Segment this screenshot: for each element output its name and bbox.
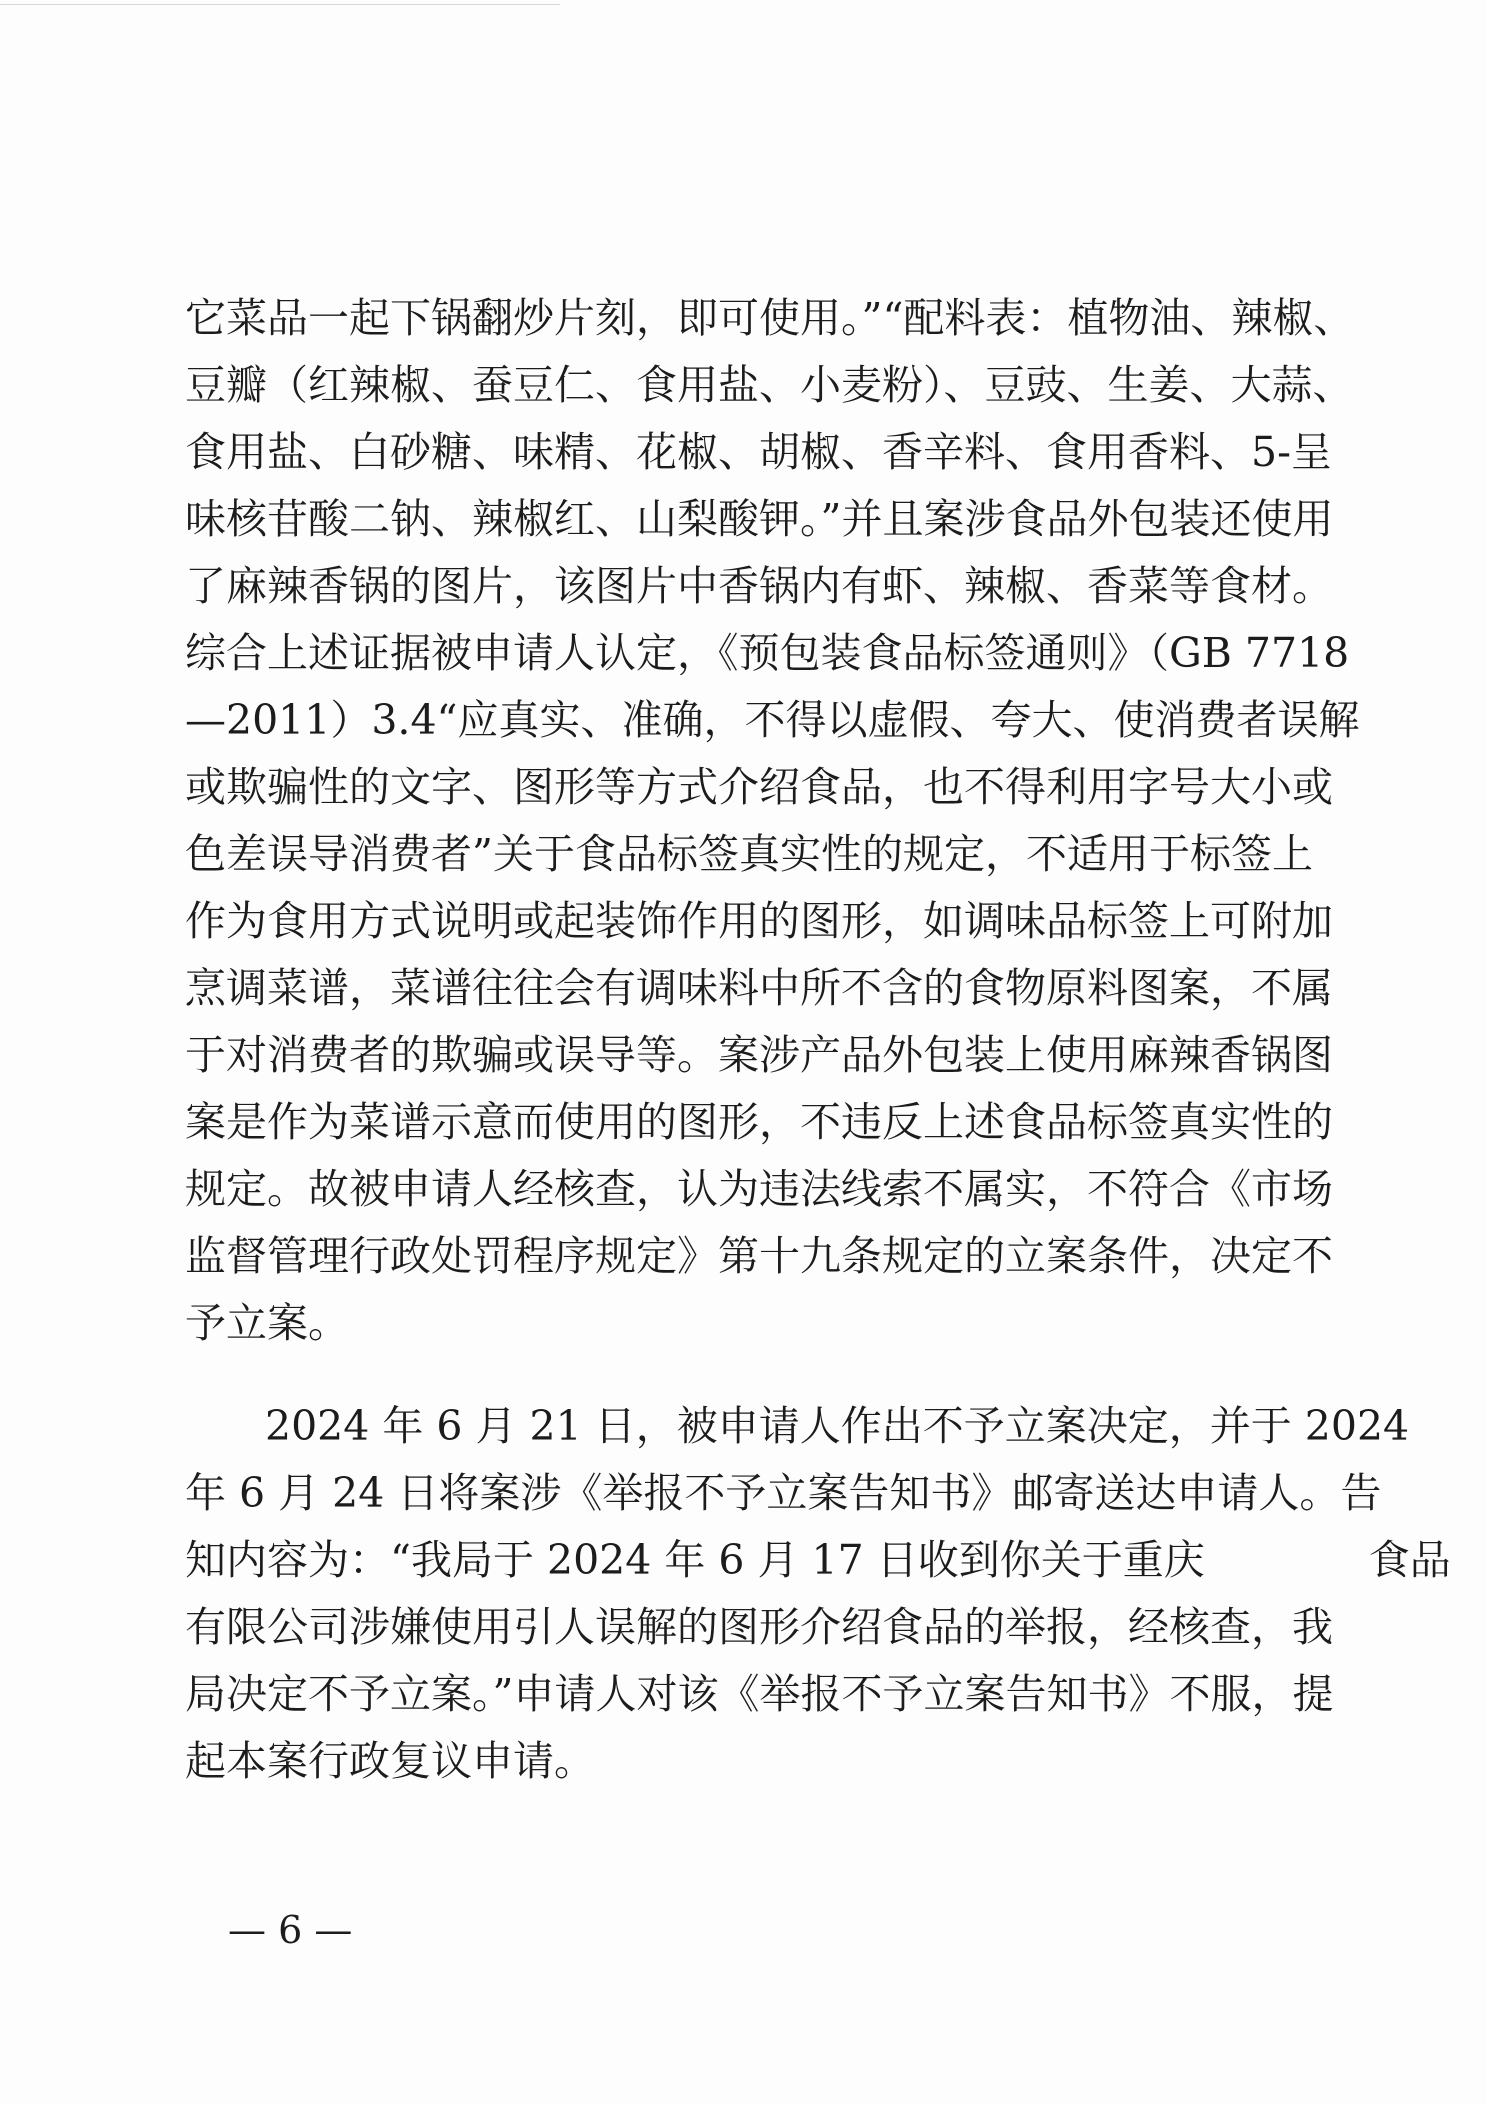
paragraph-line: 局决定不予立案。”申请人对该《举报不予立案告知书》不服，提: [185, 1670, 1334, 1718]
paragraph-line: —2011）3.4“应真实、准确，不得以虚假、夸大、使消费者误解: [185, 696, 1360, 744]
paragraph-line: 起本案行政复议申请。: [185, 1737, 595, 1785]
page-number: — 6 —: [228, 1908, 353, 1952]
paragraph-line: 味核苷酸二钠、辣椒红、山梨酸钾。”并且案涉食品外包装还使用: [185, 495, 1334, 543]
paragraph-line: 规定。故被申请人经核查，认为违法线索不属实，不符合《市场: [185, 1165, 1333, 1213]
paragraph-line: 予立案。: [185, 1299, 349, 1347]
paragraph-line: 有限公司涉嫌使用引人误解的图形介绍食品的举报，经核查，我: [185, 1603, 1333, 1651]
paragraph-line: 食用盐、白砂糖、味精、花椒、胡椒、香辛料、食用香料、5-呈: [185, 428, 1332, 476]
paragraph-line: 烹调菜谱，菜谱往往会有调味料中所不含的食物原料图案，不属: [185, 964, 1333, 1012]
paragraph-line: 了麻辣香锅的图片，该图片中香锅内有虾、辣椒、香菜等食材。: [185, 562, 1333, 610]
paragraph-line: 色差误导消费者”关于食品标签真实性的规定，不适用于标签上: [185, 830, 1313, 878]
top-divider: [0, 4, 560, 5]
paragraph-line: 综合上述证据被申请人认定，《预包装食品标签通则》（GB 7718: [185, 629, 1350, 677]
paragraph-line: 案是作为菜谱示意而使用的图形，不违反上述食品标签真实性的: [185, 1098, 1333, 1146]
paragraph-line: 年 6 月 24 日将案涉《举报不予立案告知书》邮寄送达申请人。告: [185, 1469, 1382, 1517]
paragraph-line: 作为食用方式说明或起装饰作用的图形，如调味品标签上可附加: [185, 897, 1333, 945]
paragraph-line: 豆瓣（红辣椒、蚕豆仁、食用盐、小麦粉）、豆豉、生姜、大蒜、: [185, 361, 1354, 409]
paragraph-line: 监督管理行政处罚程序规定》第十九条规定的立案条件，决定不: [185, 1232, 1333, 1280]
paragraph-line: 或欺骗性的文字、图形等方式介绍食品，也不得利用字号大小或: [185, 763, 1333, 811]
paragraph-line: 它菜品一起下锅翻炒片刻，即可使用。”“配料表：植物油、辣椒、: [185, 294, 1355, 342]
paragraph-line: 2024 年 6 月 21 日，被申请人作出不予立案决定，并于 2024: [265, 1402, 1410, 1450]
paragraph-line: 知内容为：“我局于 2024 年 6 月 17 日收到你关于重庆 食品: [185, 1536, 1451, 1584]
paragraph-line: 于对消费者的欺骗或误导等。案涉产品外包装上使用麻辣香锅图: [185, 1031, 1333, 1079]
